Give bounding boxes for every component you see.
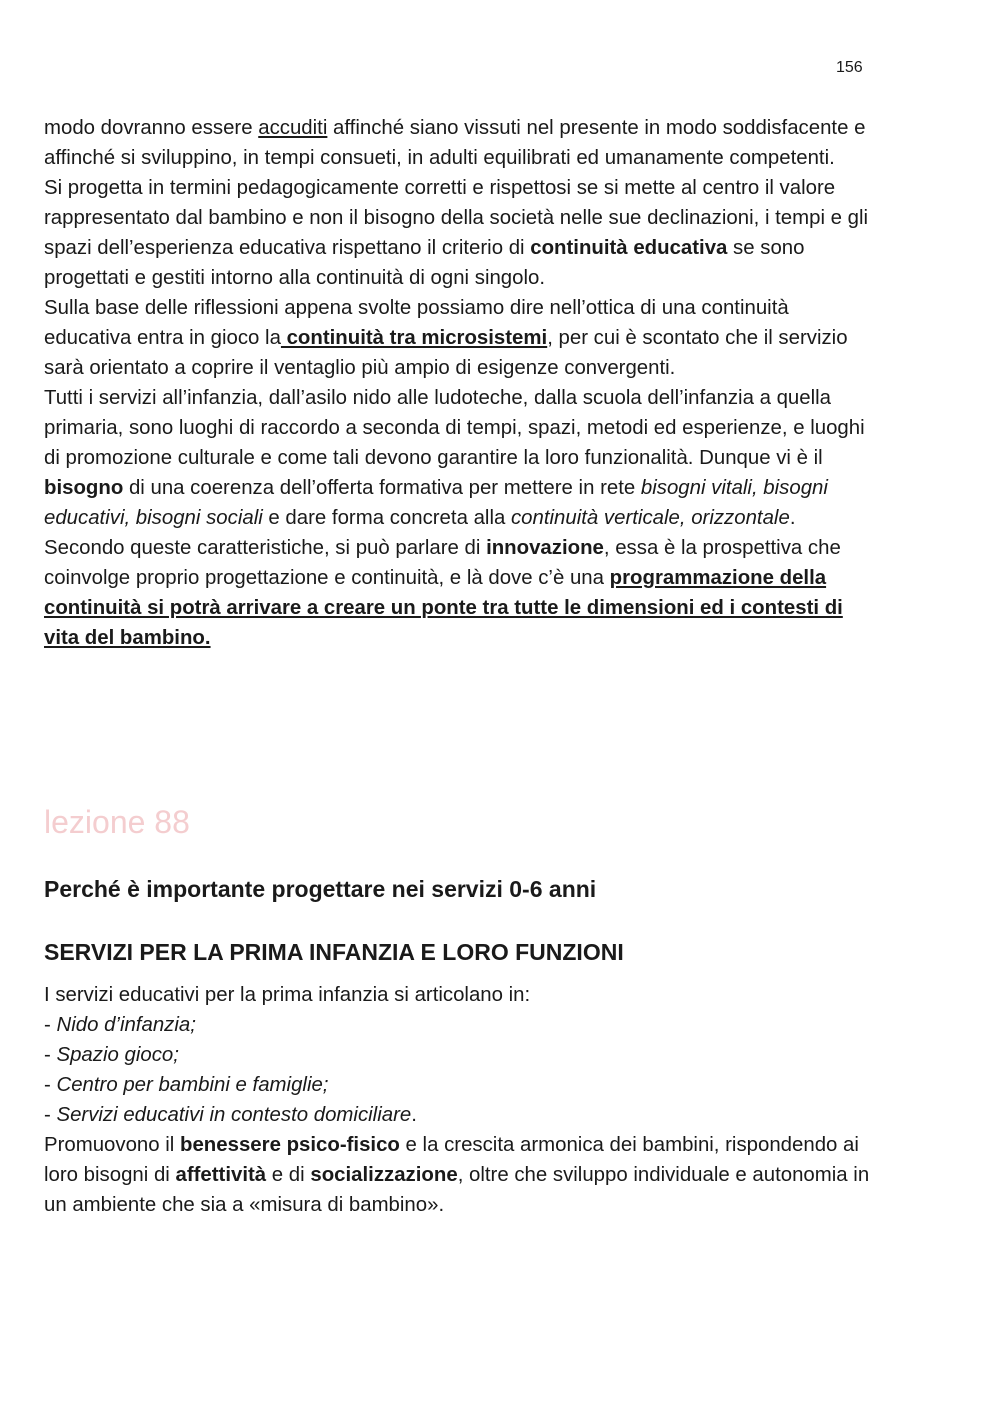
text-span: Si progetta in termini pedagogicamente corretti e rispettosi se si mette al centro il valore rappresentato dal bambino e non il bisogno della società nelle sue declinazioni, i tempi e gli spazi dell’esperienza educativa rispettano il criterio di: [44, 177, 869, 259]
text-span: di una coerenza dell’offerta formativa per mettere in rete: [123, 477, 641, 499]
italic-term: bisogni vitali, bisogni educativi, bisogni sociali: [44, 477, 828, 529]
bold-term: bisogno: [44, 477, 124, 499]
paragraph: [44, 173, 874, 293]
list-item-text: Spazio gioco;: [56, 1044, 179, 1066]
list-dash: -: [44, 1074, 57, 1096]
list-item: [44, 1100, 874, 1130]
text-span: .: [411, 1104, 417, 1126]
list-item-text: Centro per bambini e famiglie;: [56, 1074, 329, 1096]
text-span: e di: [266, 1164, 311, 1186]
list-item: [44, 1040, 874, 1070]
text-block-continuity: [44, 113, 874, 653]
section-title: Perché è importante progettare nei servizi 0-6 anni: [44, 876, 597, 902]
text-span: Secondo queste caratteristiche, si può parlare di: [44, 537, 487, 559]
paragraph: [44, 1130, 874, 1220]
bold-underlined-conclusion: programmazione della continuità si potrà arrivare a creare un ponte tra tutte le dimensioni ed i contesti di vita del bambino.: [44, 567, 843, 649]
text-span: se sono progettati e gestiti intorno alla continuità di ogni singolo.: [44, 237, 805, 289]
paragraph: [44, 293, 874, 383]
bold-term: benessere psico-fisico: [180, 1134, 400, 1156]
page-number: 156: [836, 59, 863, 76]
paragraph: [44, 533, 874, 653]
paragraph: [44, 113, 874, 173]
list-item: [44, 1070, 874, 1100]
list-item-text: Servizi educativi in contesto domiciliare: [56, 1104, 412, 1126]
bold-term: innovazione: [486, 537, 604, 559]
text-span: e dare forma concreta alla: [262, 507, 511, 529]
text-span: Tutti i servizi all’infanzia, dall’asilo nido alle ludoteche, dalla scuola dell’infanzia a quella primaria, sono luoghi di raccordo a seconda di tempi, spazi, metodi ed esperienze, e luoghi di promozione culturale e come tali devono garantire la loro funzionalità. Dunque vi è il: [44, 387, 865, 469]
text-span: modo dovranno essere: [44, 117, 259, 139]
text-span: .: [789, 507, 796, 529]
intro-line: I servizi educativi per la prima infanzia si articolano in:: [44, 984, 531, 1006]
bold-term: affettività: [175, 1164, 267, 1186]
lesson-heading: lezione 88: [44, 804, 190, 840]
bold-underlined-term: continuità tra microsistemi: [280, 327, 548, 349]
text-span: Promuovono il: [44, 1134, 181, 1156]
list-dash: -: [44, 1044, 57, 1066]
bold-term: socializzazione: [310, 1164, 458, 1186]
text-span: , essa è la prospettiva che coinvolge proprio progettazione e continuità, e là dove c’è una: [44, 537, 841, 589]
bold-term: continuità educativa: [530, 237, 728, 259]
text-span: , oltre che sviluppo individuale e autonomia in un ambiente che sia a «misura di bambino».: [44, 1164, 870, 1216]
text-span: Sulla base delle riflessioni appena svolte possiamo dire nell’ottica di una continuità educativa entra in gioco la: [44, 297, 789, 349]
list-item-text: Nido d’infanzia;: [56, 1014, 196, 1036]
list-dash: -: [44, 1104, 57, 1126]
section-title-caps: SERVIZI PER LA PRIMA INFANZIA E LORO FUNZIONI: [44, 939, 624, 965]
text-block-services: [44, 980, 874, 1220]
list-item: [44, 1010, 874, 1040]
paragraph: [44, 383, 874, 533]
text-span: , per cui è scontato che il servizio sarà orientato a coprire il ventaglio più ampio di esigenze convergenti.: [44, 327, 848, 379]
underlined-term: accuditi: [258, 117, 328, 139]
text-span: affinché siano vissuti nel presente in modo soddisfacente e affinché si sviluppino, in tempi consueti, in adulti equilibrati ed umanamente competenti.: [44, 117, 866, 169]
list-dash: -: [44, 1014, 57, 1036]
italic-term: continuità verticale, orizzontale: [510, 507, 790, 529]
text-span: e la crescita armonica dei bambini, rispondendo ai loro bisogni di: [44, 1134, 859, 1186]
